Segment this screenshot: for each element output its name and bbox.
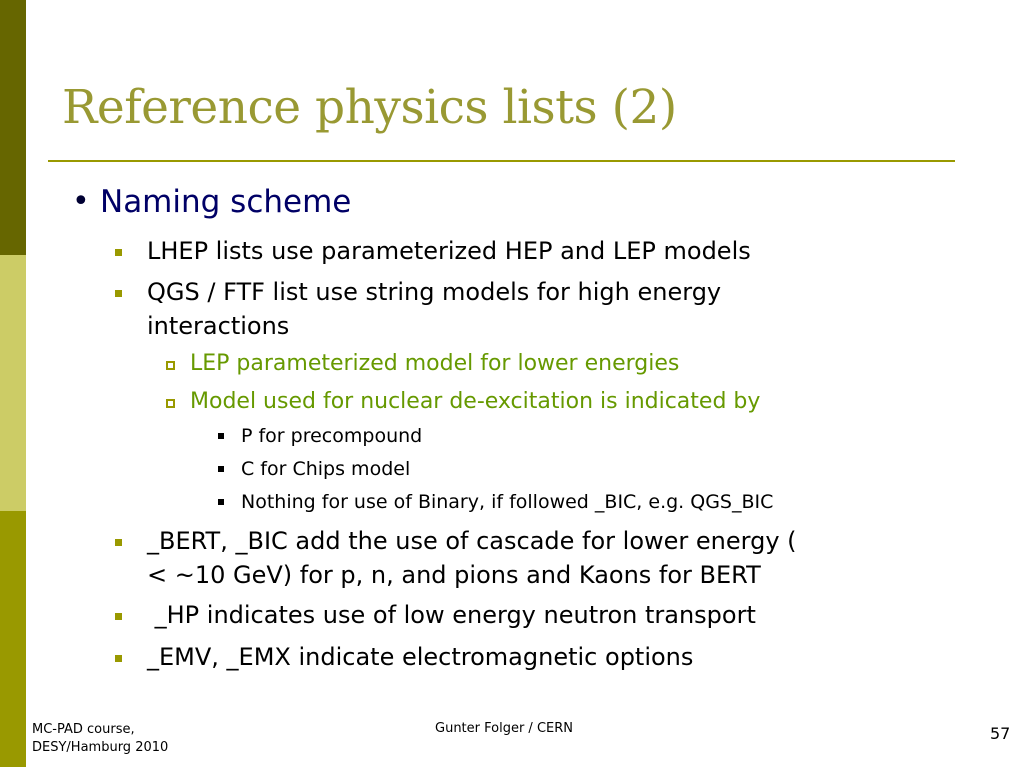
small-square-bullet-icon [218, 499, 224, 505]
bullet-text: LHEP lists use parameterized HEP and LEP models [147, 237, 751, 265]
hollow-square-bullet-icon [166, 399, 175, 408]
sidebar-segment-light [0, 255, 26, 511]
sidebar-segment-dark [0, 0, 26, 255]
bullet-text: _HP indicates use of low energy neutron transport [147, 601, 756, 629]
footer-course-line1: MC-PAD course, [32, 722, 135, 737]
bullet-text: _EMV, _EMX indicate electromagnetic options [147, 643, 694, 671]
small-square-bullet-icon [218, 466, 224, 472]
bullet-text: _BERT, _BIC add the use of cascade for lower energy ( [147, 527, 797, 555]
bullet-text: Naming scheme [100, 184, 352, 220]
bullet-text: interactions [147, 312, 290, 340]
sidebar-segment-mid [0, 511, 26, 767]
small-square-bullet-icon [218, 433, 224, 439]
subsubbullet-text: C for Chips model [241, 458, 411, 480]
square-bullet-icon [115, 655, 122, 662]
square-bullet-icon [115, 613, 122, 620]
subsubbullet-text: Nothing for use of Binary, if followed _BIC, e.g. QGS_BIC [241, 491, 774, 513]
title-underline [48, 160, 955, 162]
subsubbullet-text: P for precompound [241, 425, 423, 447]
slide-title: Reference physics lists (2) [62, 80, 677, 135]
footer-course-line2: DESY/Hamburg 2010 [32, 740, 169, 755]
subbullet-text: Model used for nuclear de-excitation is indicated by [190, 389, 761, 414]
square-bullet-icon [115, 249, 122, 256]
bullet-text: QGS / FTF list use string models for high energy [147, 278, 722, 306]
bullet-naming-scheme [72, 184, 352, 220]
hollow-square-bullet-icon [166, 361, 175, 370]
square-bullet-icon [115, 539, 122, 546]
bullet-text: < ~10 GeV) for p, n, and pions and Kaons for BERT [147, 561, 761, 589]
left-sidebar-bar [0, 0, 26, 767]
footer-author: Gunter Folger / CERN [435, 721, 573, 736]
subbullet-text: LEP parameterized model for lower energies [190, 351, 680, 376]
round-bullet-icon: • [72, 184, 90, 219]
square-bullet-icon [115, 290, 122, 297]
page-number: 57 [990, 724, 1011, 743]
footer-course-info [32, 721, 168, 757]
